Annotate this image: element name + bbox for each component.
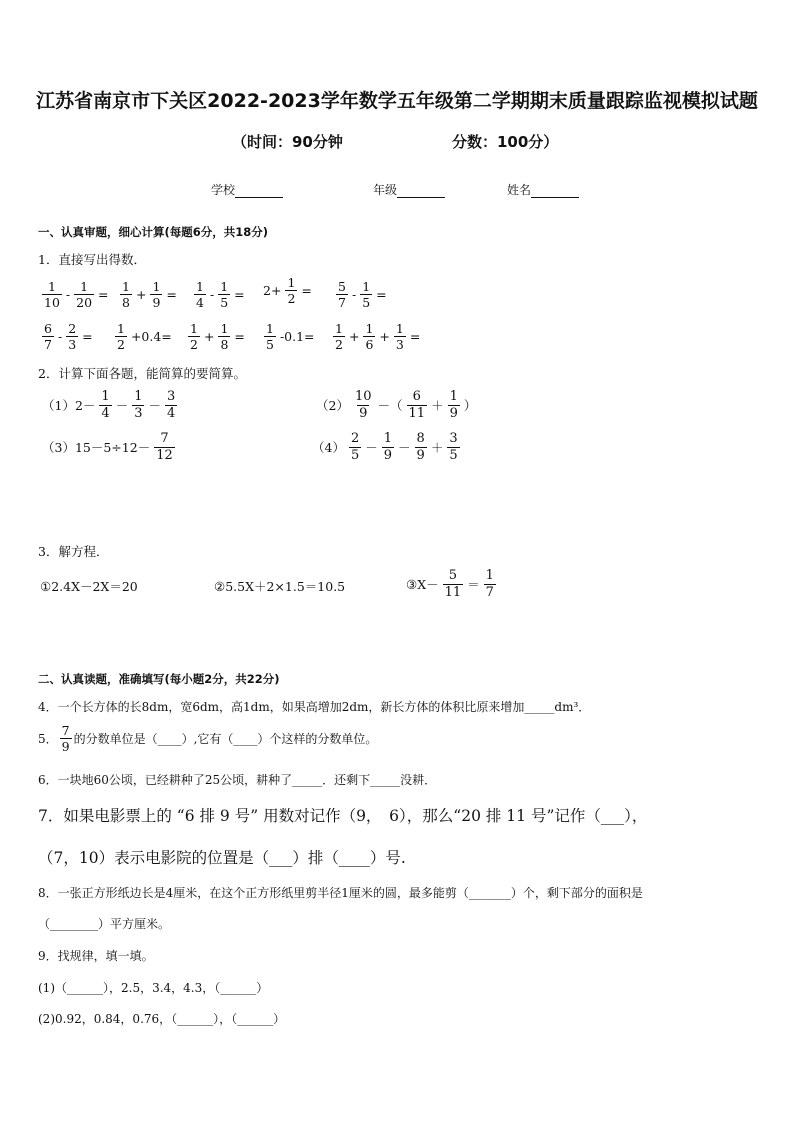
fraction bbox=[349, 432, 361, 462]
math-expression bbox=[38, 577, 140, 595]
math-operator: － bbox=[365, 440, 378, 456]
name-field[interactable] bbox=[507, 181, 579, 198]
math-operator: + bbox=[379, 329, 390, 345]
math-operator: +0.4= bbox=[130, 329, 172, 345]
section1-heading: 一、认真审题，细心计算(每题6分，共18分) bbox=[38, 225, 269, 239]
math-operator: = bbox=[301, 283, 312, 299]
math-operator: = bbox=[234, 287, 245, 303]
q5-prefix: 5． bbox=[38, 732, 58, 747]
math-operator: = bbox=[82, 329, 93, 345]
fraction-denominator: 7 bbox=[485, 584, 494, 600]
fraction bbox=[264, 322, 276, 351]
q5-fraction bbox=[60, 724, 72, 753]
fraction bbox=[218, 322, 230, 351]
fraction-denominator: 6 bbox=[365, 337, 374, 353]
math-operator: + bbox=[135, 287, 147, 303]
grade-label: 年级 bbox=[373, 183, 398, 197]
fraction bbox=[353, 390, 374, 420]
q8-line2: （________）平方厘米。 bbox=[38, 917, 171, 931]
math-operator: ） bbox=[463, 398, 477, 414]
q1-r1-3 bbox=[261, 276, 314, 305]
math-operator: + bbox=[203, 329, 215, 345]
fraction-denominator: 20 bbox=[76, 295, 93, 311]
math-operator: - bbox=[65, 287, 71, 303]
q1-r1-2 bbox=[192, 276, 247, 309]
fraction bbox=[382, 432, 394, 462]
math-operator: 2+ bbox=[263, 283, 282, 299]
fraction-numerator: 1 bbox=[220, 279, 229, 294]
fraction-numerator: 1 bbox=[134, 389, 143, 404]
math-expression bbox=[40, 280, 111, 309]
fraction bbox=[336, 280, 348, 309]
q9-2: (2)0.92，0.84，0.76，（______），（______） bbox=[38, 1012, 286, 1026]
fraction bbox=[194, 280, 206, 309]
math-expression bbox=[334, 280, 389, 309]
q1-r2-1 bbox=[113, 318, 174, 351]
fraction bbox=[363, 322, 375, 351]
math-expression bbox=[310, 432, 462, 462]
name-blank[interactable] bbox=[531, 185, 579, 198]
math-operator: （2） bbox=[316, 398, 349, 414]
math-operator: （4） bbox=[312, 440, 345, 456]
fraction-numerator: 1 bbox=[395, 321, 404, 336]
fraction-denominator: 5 bbox=[266, 337, 274, 353]
q5-denominator: 9 bbox=[61, 739, 70, 755]
fraction-denominator: 4 bbox=[167, 405, 176, 421]
q5-line bbox=[38, 724, 377, 753]
math-operator: （1）2－ bbox=[42, 398, 96, 414]
q5-expr bbox=[38, 724, 377, 753]
q1-r1-4 bbox=[334, 276, 389, 309]
section2-heading: 二、认真读题，准确填写(每小题2分，共22分) bbox=[38, 672, 280, 686]
fraction-denominator: 9 bbox=[359, 405, 368, 421]
q2-item-2 bbox=[314, 390, 478, 420]
q1-prompt: 1．直接写出得数． bbox=[38, 252, 146, 267]
math-operator: = bbox=[376, 287, 387, 303]
fraction-numerator: 8 bbox=[416, 431, 425, 446]
fraction-numerator: 1 bbox=[190, 321, 198, 336]
fraction bbox=[99, 390, 111, 420]
math-expression bbox=[186, 322, 247, 351]
fraction-denominator: 9 bbox=[416, 447, 425, 463]
math-operator: － bbox=[115, 398, 129, 414]
fraction-denominator: 7 bbox=[44, 337, 52, 353]
q3-prompt: 3．解方程． bbox=[38, 544, 109, 559]
exam-title: 江苏省南京市下关区2022-2023学年数学五年级第二学期期末质量跟踪监视模拟试题 bbox=[36, 90, 758, 112]
school-field[interactable] bbox=[211, 181, 283, 198]
grade-field[interactable] bbox=[373, 181, 445, 198]
school-blank[interactable] bbox=[235, 185, 283, 198]
fraction bbox=[333, 322, 345, 351]
q9-1: (1)（______），2.5，3.4，4.3，（______） bbox=[38, 981, 269, 995]
fraction bbox=[188, 322, 200, 351]
math-operator: ＋ bbox=[430, 440, 444, 456]
fraction-denominator: 8 bbox=[220, 337, 229, 353]
math-expression bbox=[40, 432, 177, 462]
math-operator: -0.1= bbox=[279, 329, 315, 345]
fraction-denominator: 12 bbox=[156, 447, 173, 463]
fraction-numerator: 1 bbox=[266, 321, 274, 336]
fraction-numerator: 5 bbox=[448, 568, 458, 583]
fraction-denominator: 4 bbox=[196, 295, 204, 311]
fraction-numerator: 1 bbox=[101, 389, 110, 404]
fraction-denominator: 2 bbox=[287, 291, 296, 307]
math-operator: = bbox=[234, 329, 245, 345]
fraction bbox=[360, 280, 372, 309]
name-label: 姓名 bbox=[507, 183, 532, 197]
fraction-numerator: 1 bbox=[196, 279, 204, 294]
grade-blank[interactable] bbox=[397, 185, 445, 198]
q2-item-1 bbox=[40, 390, 179, 420]
q1-r2-4 bbox=[331, 318, 422, 351]
fraction-numerator: 1 bbox=[80, 279, 89, 294]
q9-prompt: 9．找规律，填一填。 bbox=[38, 949, 154, 963]
fraction-numerator: 1 bbox=[449, 389, 458, 404]
q1-r2-2 bbox=[186, 318, 247, 351]
fraction-numerator: 1 bbox=[47, 279, 56, 294]
q6-text: 6．一块地60公顷，已经耕种了25公顷，耕种了_____．还剩下_____没耕． bbox=[38, 773, 437, 787]
math-operator: = bbox=[409, 329, 421, 345]
math-operator: ②5.5X＋2×1.5＝10.5 bbox=[214, 579, 346, 594]
fraction-denominator: 5 bbox=[220, 295, 229, 311]
fraction-denominator: 9 bbox=[449, 405, 458, 421]
q1-r1-0 bbox=[40, 276, 111, 309]
q1-r1-1 bbox=[118, 276, 179, 309]
q8-line1: 8．一张正方形纸边长是4厘米，在这个正方形纸里剪半径1厘米的圆，最多能剪（_______）个，剩下部分的面积是 bbox=[38, 886, 643, 900]
fraction-numerator: 1 bbox=[122, 279, 130, 294]
fraction bbox=[42, 280, 62, 309]
q7-line1: 7．如果电影票上的 “6 排 9 号” 用数对记作（9， 6），那么“20 排 11 号”记作（___）， bbox=[38, 807, 648, 825]
fraction-denominator: 5 bbox=[362, 295, 371, 311]
math-operator: = bbox=[98, 287, 109, 303]
fraction-numerator: 2 bbox=[350, 431, 360, 446]
fraction-denominator: 5 bbox=[449, 447, 458, 463]
fraction-denominator: 3 bbox=[68, 337, 77, 353]
math-operator: － bbox=[398, 440, 411, 456]
math-expression bbox=[262, 322, 317, 351]
fraction-numerator: 2 bbox=[68, 321, 77, 336]
math-operator: －（ bbox=[377, 398, 403, 414]
math-operator: - bbox=[351, 287, 357, 303]
exam-score: 分数：100分） bbox=[452, 133, 559, 151]
fraction-numerator: 3 bbox=[449, 431, 458, 446]
math-expression bbox=[192, 280, 247, 309]
fraction bbox=[165, 390, 177, 420]
fraction-numerator: 1 bbox=[287, 275, 296, 290]
fraction-numerator: 6 bbox=[44, 321, 52, 336]
fraction-denominator: 7 bbox=[338, 295, 346, 311]
fraction-denominator: 9 bbox=[383, 447, 393, 463]
fraction-denominator: 4 bbox=[101, 405, 110, 421]
q7-line2: （7，10）表示电影院的位置是（___）排（____）号. bbox=[38, 849, 406, 867]
math-expression bbox=[261, 276, 314, 305]
fraction-denominator: 5 bbox=[350, 447, 360, 463]
fraction-denominator: 3 bbox=[395, 337, 404, 353]
math-operator: + bbox=[348, 329, 360, 345]
fraction bbox=[120, 280, 132, 309]
fraction bbox=[218, 280, 230, 309]
math-expression bbox=[331, 322, 422, 351]
fraction bbox=[115, 322, 127, 351]
fraction-numerator: 1 bbox=[362, 279, 371, 294]
fraction-denominator: 2 bbox=[335, 337, 343, 353]
fraction-numerator: 3 bbox=[167, 389, 176, 404]
fraction bbox=[394, 322, 406, 351]
fraction-denominator: 10 bbox=[44, 295, 60, 311]
fraction-denominator: 11 bbox=[444, 584, 462, 600]
math-operator: ①2.4X－2X＝20 bbox=[40, 579, 138, 594]
fraction bbox=[415, 432, 427, 462]
q3-item-2 bbox=[212, 576, 347, 595]
math-operator: = bbox=[166, 287, 177, 303]
fraction bbox=[74, 280, 94, 309]
fraction-denominator: 8 bbox=[122, 295, 130, 311]
fraction-numerator: 1 bbox=[383, 431, 393, 446]
q2-item-3 bbox=[40, 432, 177, 462]
fraction-numerator: 6 bbox=[412, 389, 421, 404]
math-operator: ＝ bbox=[467, 577, 480, 593]
q1-r2-3 bbox=[262, 318, 317, 351]
fraction-denominator: 2 bbox=[117, 337, 125, 353]
q1-r2-0 bbox=[40, 318, 95, 351]
fraction bbox=[154, 432, 175, 462]
math-expression bbox=[40, 390, 179, 420]
fraction bbox=[150, 280, 162, 309]
math-expression bbox=[40, 322, 95, 351]
fraction bbox=[448, 390, 460, 420]
fraction-numerator: 1 bbox=[335, 321, 343, 336]
math-expression bbox=[118, 280, 179, 309]
fraction bbox=[42, 322, 54, 351]
q2-item-4 bbox=[310, 432, 462, 462]
fraction-denominator: 11 bbox=[408, 405, 426, 421]
fraction-numerator: 1 bbox=[365, 321, 374, 336]
fraction-numerator: 1 bbox=[152, 279, 161, 294]
fraction bbox=[285, 276, 297, 305]
fraction-denominator: 9 bbox=[152, 295, 161, 311]
fraction-denominator: 3 bbox=[134, 405, 143, 421]
fraction-denominator: 2 bbox=[190, 337, 198, 353]
q3-item-3 bbox=[404, 569, 498, 599]
fraction-numerator: 7 bbox=[160, 431, 169, 446]
exam-time: （时间：90分钟 bbox=[232, 133, 343, 151]
q5-numerator: 7 bbox=[61, 723, 70, 738]
math-operator: （3）15－5÷12－ bbox=[42, 440, 151, 456]
q5-text: 的分数单位是（____）,它有（____）个这样的分数单位。 bbox=[73, 732, 378, 747]
fraction bbox=[447, 432, 459, 462]
fraction bbox=[132, 390, 144, 420]
math-operator: - bbox=[57, 329, 63, 345]
math-expression bbox=[314, 390, 478, 420]
fraction bbox=[484, 569, 496, 599]
fraction bbox=[66, 322, 78, 351]
math-expression bbox=[212, 577, 347, 595]
math-operator: ③X－ bbox=[406, 577, 439, 593]
fraction-numerator: 5 bbox=[338, 279, 346, 294]
math-operator: - bbox=[209, 287, 215, 303]
q4-text: 4．一个长方体的长8dm，宽6dm，高1dm，如果高增加2dm，新长方体的体积比原来增加_____dm³． bbox=[38, 700, 591, 714]
fraction bbox=[407, 390, 428, 420]
fraction bbox=[443, 569, 464, 599]
math-operator: ＋ bbox=[431, 398, 444, 414]
fraction-numerator: 10 bbox=[354, 389, 372, 404]
fraction-numerator: 1 bbox=[117, 321, 125, 336]
fraction-numerator: 1 bbox=[485, 568, 494, 583]
q3-item-1 bbox=[38, 576, 140, 595]
fraction-numerator: 1 bbox=[220, 321, 229, 336]
math-expression bbox=[404, 569, 498, 599]
q2-prompt: 2．计算下面各题，能简算的要简算。 bbox=[38, 366, 246, 381]
math-operator: － bbox=[148, 398, 161, 414]
school-label: 学校 bbox=[211, 183, 236, 197]
math-expression bbox=[113, 322, 174, 351]
